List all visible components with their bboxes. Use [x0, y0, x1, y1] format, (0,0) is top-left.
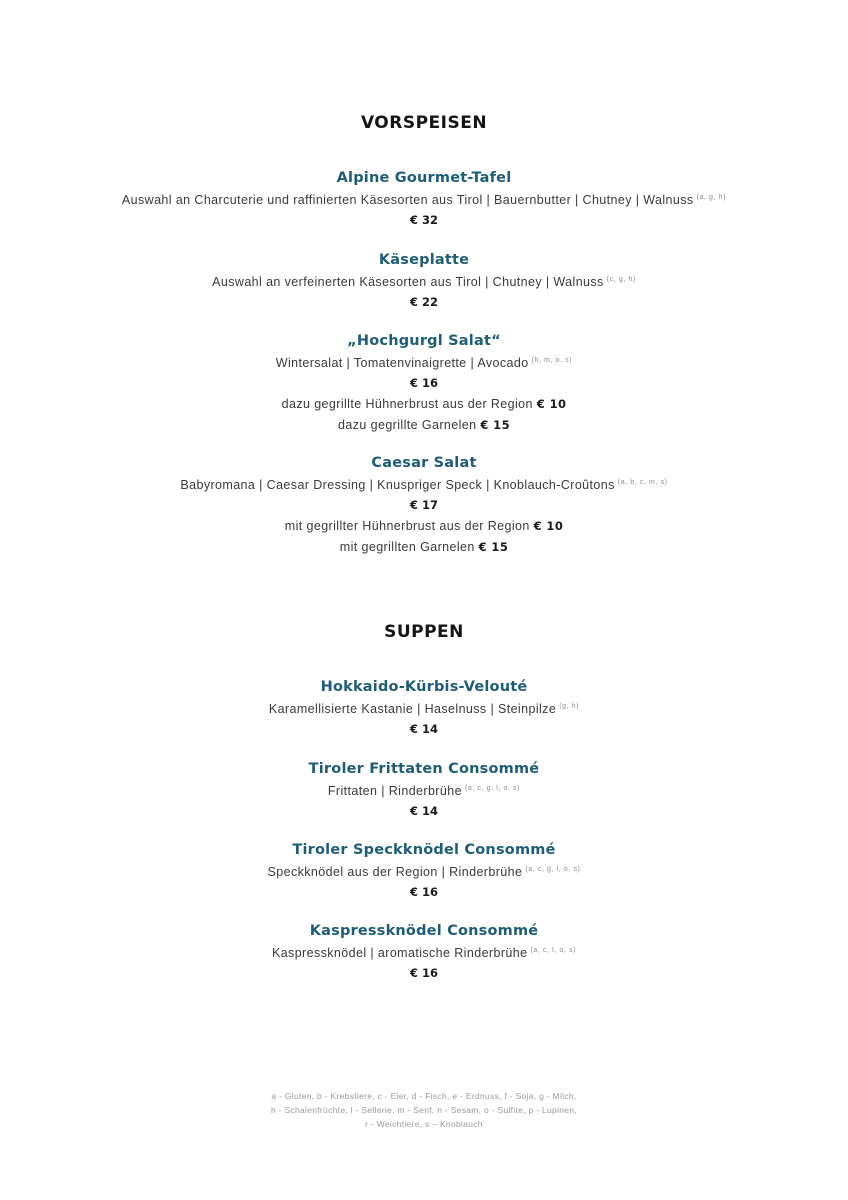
description-text: Kaspressknödel | aromatische Rinderbrühe	[271, 946, 528, 960]
legend-line: h - Schalenfrüchte, l - Sellerie, m - Senf, n - Sesam, o - Sulfite, p - Lupinen,	[270, 1105, 578, 1115]
allergen-codes: (a, c, g, l, o, s)	[464, 785, 521, 792]
extra-text: mit gegrillter Hühnerbrust aus der Region	[284, 519, 530, 533]
extra-price: € 10	[533, 519, 564, 533]
dish-price: € 16	[409, 966, 438, 980]
extra-price: € 15	[480, 418, 510, 432]
allergen-codes: (h, m, o, s)	[531, 357, 573, 364]
legend-line: r - Weichtiere, s – Knoblauch	[365, 1119, 483, 1129]
dish-description	[0, 941, 848, 963]
dish-price: € 32	[409, 213, 438, 227]
description-text: Babyromana | Caesar Dressing | Knuspriger Speck | Knoblauch-Croûtons	[180, 478, 615, 492]
dish-description	[0, 188, 848, 210]
dish-price: € 22	[409, 295, 438, 309]
description-text: Speckknödel aus der Region | Rinderbrühe	[267, 865, 523, 879]
dish-name: Caesar Salat	[371, 455, 477, 471]
dish-hochgurgl-salat	[0, 331, 848, 436]
dish-hokkaido-kuerbis-veloute	[0, 677, 848, 740]
dish-tiroler-speckknoedel-consomme	[0, 840, 848, 903]
dish-extra-option	[0, 415, 848, 436]
dish-description	[0, 779, 848, 801]
dish-extra-option	[0, 394, 848, 415]
dish-kaeseplatte	[0, 250, 848, 313]
allergen-legend	[0, 1089, 848, 1131]
allergen-codes: (g, h)	[559, 703, 580, 710]
dish-name: Hokkaido-Kürbis-Velouté	[320, 679, 528, 695]
dish-description	[0, 473, 848, 495]
description-text: Frittaten | Rinderbrühe	[327, 784, 462, 798]
dish-description	[0, 351, 848, 373]
dish-price: € 16	[409, 885, 438, 899]
dish-extra-option	[0, 516, 848, 537]
extra-text: mit gegrillten Garnelen	[339, 540, 475, 554]
description-text: Wintersalat | Tomatenvinaigrette | Avocado	[275, 356, 529, 370]
allergen-codes: (a, b, c, m, s)	[617, 479, 668, 486]
dish-caesar-salat	[0, 453, 848, 558]
extra-text: dazu gegrillte Garnelen	[338, 418, 477, 432]
dish-name: Tiroler Speckknödel Consommé	[292, 842, 556, 858]
section-title-vorspeisen: VORSPEISEN	[360, 113, 488, 133]
allergen-codes: (a, g, h)	[696, 194, 727, 201]
dish-description	[0, 860, 848, 882]
extra-text: dazu gegrillte Hühnerbrust aus der Region	[281, 397, 533, 411]
section-title-suppen: SUPPEN	[384, 622, 464, 642]
dish-price: € 14	[409, 804, 438, 818]
dish-name: Kaspressknödel Consommé	[309, 923, 539, 939]
dish-price: € 17	[409, 498, 438, 512]
dish-name: Alpine Gourmet-Tafel	[336, 170, 512, 186]
description-text: Auswahl an verfeinerten Käsesorten aus Tirol | Chutney | Walnuss	[212, 275, 604, 289]
dish-kaspressknoedel-consomme	[0, 921, 848, 984]
description-text: Auswahl an Charcuterie und raffinierten Käsesorten aus Tirol | Bauernbutter | Chutney | Walnuss	[121, 193, 694, 207]
dish-name: Tiroler Frittaten Consommé	[308, 761, 540, 777]
dish-tiroler-frittaten-consomme	[0, 759, 848, 822]
description-text: Karamellisierte Kastanie | Haselnuss | Steinpilze	[268, 702, 557, 716]
dish-name: „Hochgurgl Salat“	[347, 333, 501, 349]
allergen-codes: (a, c, l, o, s)	[530, 947, 577, 954]
allergen-codes: (c, g, h)	[606, 276, 636, 283]
dish-description	[0, 697, 848, 719]
dish-extra-option	[0, 537, 848, 558]
dish-alpine-gourmet-tafel	[0, 168, 848, 231]
dish-price: € 14	[409, 722, 438, 736]
extra-price: € 10	[536, 397, 567, 411]
legend-line: a - Gluten, b - Krebstiere, c - Eier, d - Fisch, e - Erdnuss, f - Soja, g - Milch,	[271, 1091, 577, 1101]
dish-description	[0, 270, 848, 292]
allergen-codes: (a, c, g, l, o, s)	[525, 866, 581, 873]
extra-price: € 15	[478, 540, 509, 554]
dish-price: € 16	[409, 376, 438, 390]
dish-name: Käseplatte	[378, 252, 470, 268]
